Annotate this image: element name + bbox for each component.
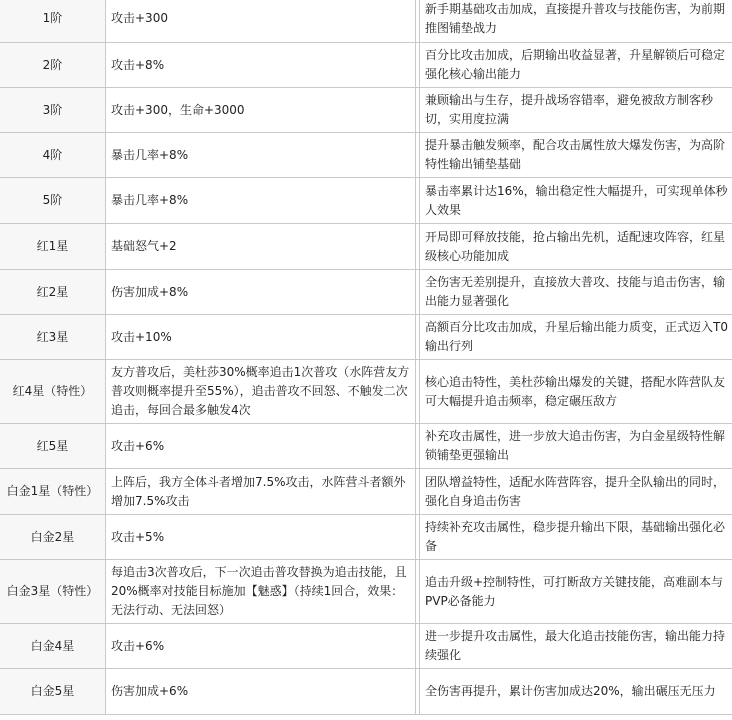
effect-cell: 上阵后，我方全体斗者增加7.5%攻击，水阵营斗者额外增加7.5%攻击 [106, 469, 416, 515]
note-cell: 高额百分比攻击加成，升星后输出能力质变，正式迈入T0输出行列 [420, 315, 732, 360]
level-cell: 白金4星 [0, 624, 106, 669]
level-cell: 2阶 [0, 43, 106, 88]
effect-cell: 友方普攻后，美杜莎30%概率追击1次普攻（水阵营友方普攻则概率提升至55%），追击普攻不回怒、不触发二次追击，每回合最多触发4次 [106, 360, 416, 424]
note-cell: 核心追击特性，美杜莎输出爆发的关键，搭配水阵营队友可大幅提升追击频率，稳定碾压敌方 [420, 360, 732, 424]
table-row [0, 178, 732, 224]
note-cell: 持续补充攻击属性，稳步提升输出下限，基础输出强化必备 [420, 515, 732, 560]
level-cell: 红1星 [0, 224, 106, 270]
note-cell: 全伤害再提升，累计伤害加成达20%，输出碾压无压力 [420, 669, 732, 715]
level-cell: 白金2星 [0, 515, 106, 560]
table-row [0, 469, 732, 515]
level-cell: 白金5星 [0, 669, 106, 715]
level-cell: 白金1星（特性） [0, 469, 106, 515]
note-cell: 新手期基础攻击加成，直接提升普攻与技能伤害，为前期推图铺垫战力 [420, 0, 732, 43]
effect-cell: 攻击+300，生命+3000 [106, 88, 416, 133]
effect-cell: 每追击3次普攻后，下一次追击普攻替换为追击技能，且20%概率对技能目标施加【魅惑】（持续1回合，效果：无法行动、无法回怒） [106, 560, 416, 624]
effect-cell: 暴击几率+8% [106, 133, 416, 178]
table-row [0, 0, 732, 43]
note-cell: 暴击率累计达16%，输出稳定性大幅提升，可实现单体秒人效果 [420, 178, 732, 224]
table-row [0, 88, 732, 133]
effect-cell: 攻击+6% [106, 424, 416, 469]
note-cell: 全伤害无差别提升，直接放大普攻、技能与追击伤害，输出能力显著强化 [420, 270, 732, 315]
note-cell: 团队增益特性，适配水阵营阵容，提升全队输出的同时，强化自身追击伤害 [420, 469, 732, 515]
level-cell: 4阶 [0, 133, 106, 178]
level-cell: 红5星 [0, 424, 106, 469]
effect-cell: 攻击+300 [106, 0, 416, 43]
table-row [0, 560, 732, 624]
level-cell: 1阶 [0, 0, 106, 43]
effect-cell: 伤害加成+6% [106, 669, 416, 715]
table-row [0, 515, 732, 560]
level-cell: 红4星（特性） [0, 360, 106, 424]
table-row [0, 624, 732, 669]
table-row [0, 270, 732, 315]
note-cell: 进一步提升攻击属性，最大化追击技能伤害，输出能力持续强化 [420, 624, 732, 669]
effect-cell: 伤害加成+8% [106, 270, 416, 315]
level-cell: 红3星 [0, 315, 106, 360]
table-row [0, 133, 732, 178]
effect-cell: 攻击+5% [106, 515, 416, 560]
note-cell: 追击升级+控制特性，可打断敌方关键技能，高难副本与PVP必备能力 [420, 560, 732, 624]
effect-cell: 攻击+8% [106, 43, 416, 88]
note-cell: 补充攻击属性，进一步放大追击伤害，为白金星级特性解锁铺垫更强输出 [420, 424, 732, 469]
level-cell: 白金3星（特性） [0, 560, 106, 624]
table-row [0, 43, 732, 88]
note-cell: 兼顾输出与生存，提升战场容错率，避免被敌方制客秒切，实用度拉满 [420, 88, 732, 133]
table-row [0, 224, 732, 270]
note-cell: 百分比攻击加成，后期输出收益显著，升星解锁后可稳定强化核心输出能力 [420, 43, 732, 88]
effect-cell: 基础怒气+2 [106, 224, 416, 270]
effect-cell: 攻击+10% [106, 315, 416, 360]
level-cell: 红2星 [0, 270, 106, 315]
note-cell: 提升暴击触发频率，配合攻击属性放大爆发伤害，为高阶特性输出铺垫基础 [420, 133, 732, 178]
level-cell: 5阶 [0, 178, 106, 224]
table-row [0, 424, 732, 469]
table-row [0, 360, 732, 424]
table-row [0, 669, 732, 715]
effect-cell: 攻击+6% [106, 624, 416, 669]
note-cell: 开局即可释放技能，抢占输出先机，适配速攻阵容，红星级核心功能加成 [420, 224, 732, 270]
level-cell: 3阶 [0, 88, 106, 133]
table-row [0, 315, 732, 360]
effect-cell: 暴击几率+8% [106, 178, 416, 224]
